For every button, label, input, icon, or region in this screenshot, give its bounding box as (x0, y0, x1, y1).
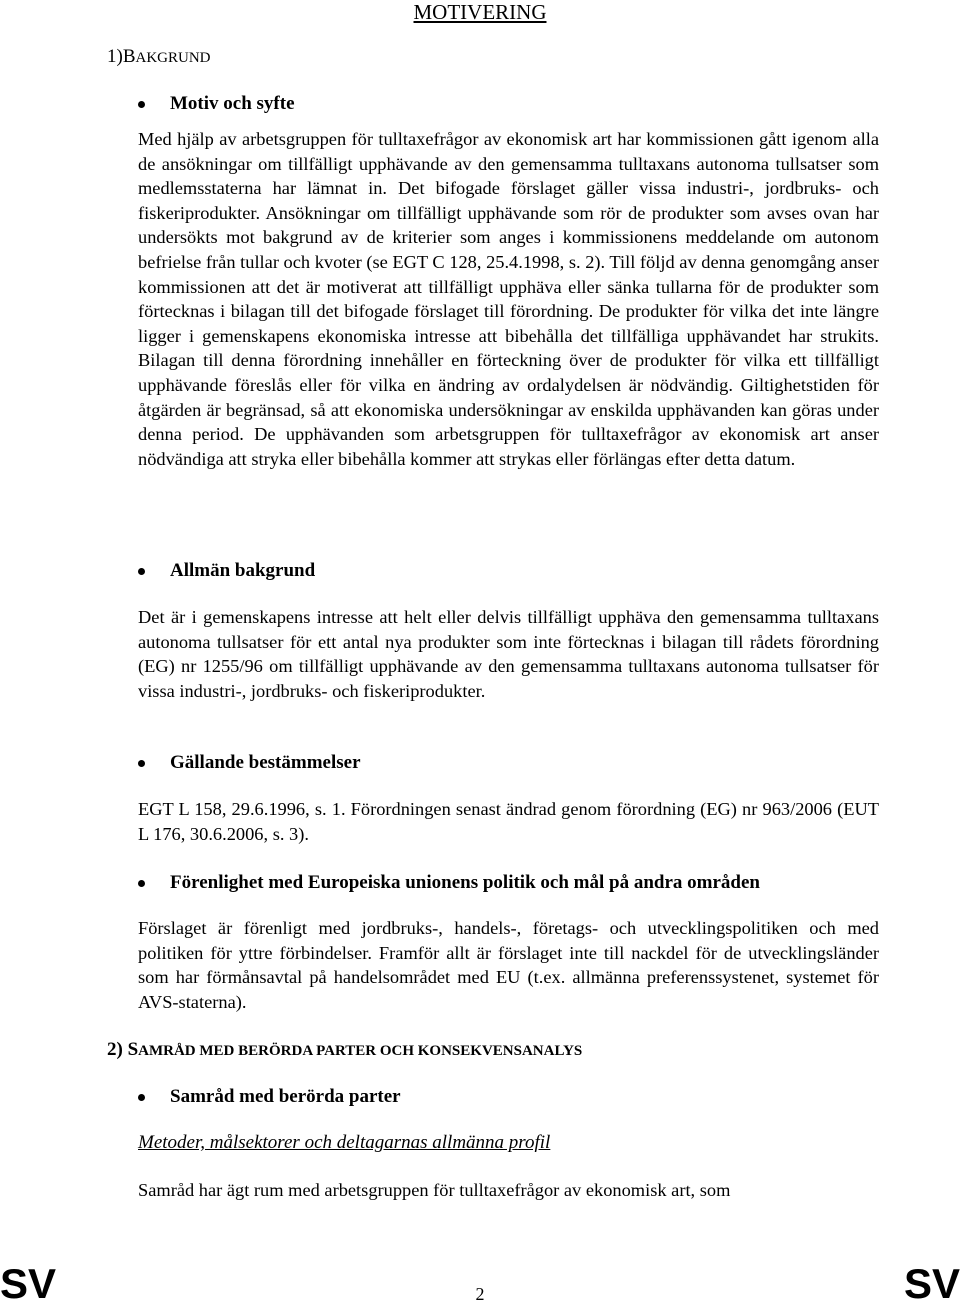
page-number: 2 (475, 1284, 485, 1304)
section-initial: S (127, 1039, 139, 1060)
section-heading-2 (107, 1039, 582, 1061)
bullet-icon (138, 1094, 145, 1101)
paragraph-forenlighet: Förslaget är förenligt med jordbruks-, handels-, företags- och utvecklingspolitiken och med politiken för yttre förbindelser. Framför allt är förslaget inte till nackdel för de utvecklingsländer som har förmånsavtal på handelsområdet med EU (t.ex. allmänna preferenssystenet, systemet för AVS-staterna). (138, 918, 879, 1012)
heading-gallande (138, 752, 361, 774)
paragraph-samrad: Samråd har ägt rum med arbetsgruppen för tulltaxefrågor av ekonomisk art, som (138, 1180, 731, 1200)
bullet-icon (138, 880, 145, 887)
heading-forenlighet (138, 872, 760, 894)
section-title-rest: AMRÅD MED BERÖRDA PARTER OCH KONSEKVENSANALYS (138, 1043, 583, 1059)
section-initial: B (122, 46, 136, 67)
bullet-icon (138, 101, 145, 108)
heading-samrad (138, 1086, 401, 1108)
heading-allman (138, 560, 315, 582)
page-title: MOTIVERING (413, 0, 547, 24)
section-number: 1) (107, 46, 123, 67)
heading-motiv (138, 93, 295, 115)
footer-language-right: SV (903, 1260, 960, 1307)
heading-text: Förenlighet med Europeiska unionens politik och mål på andra områden (170, 872, 760, 893)
heading-text: Motiv och syfte (170, 93, 295, 114)
heading-text: Samråd med berörda parter (170, 1086, 401, 1107)
heading-text: Gällande bestämmelser (170, 752, 361, 773)
section-title-rest: AKGRUND (135, 50, 211, 66)
paragraph-motiv: Med hjälp av arbetsgruppen för tulltaxefrågor av ekonomisk art har kommissionen gått igenom alla de ansökningar om tillfälligt upphävande av den gemensamma tulltaxans autonoma tullsatser som medlemsstaterna har lämnat in. Det bifogade förslaget gäller vissa industri-, jordbruks- och fiskeriprodukter. Ansökningar om tillfälligt upphävande som rör de produkter som avses ovan har undersökts mot bakgrund av de kriterier som anges i kommissionens meddelande om autonom befrielse från tullar och kvoter (se EGT C 128, 25.4.1998, s. 2). Till följd av denna genomgång anser kommissionen att det är motiverat att tillfälligt upphäva eller sänka tullarna för de produkter som förtecknas i bilagan till det bifogade förslaget till förordning. De produkter för vilka det inte längre ligger i gemenskapens ekonomiska intresse att bibehålla det tillfälliga upphävandet har strukits. Bilagan till denna förordning innehåller en förteckning över de produkter för vilka ett tillfälligt upphävande föreslås eller för vilka en ändring av ordalydelsen är nödvändig. Giltighetstiden för åtgärden är begränsad, så att ekonomiska undersökningar av enskilda upphävanden kan göras under denna period. De upphävanden som arbetsgruppen för tulltaxefrågor av ekonomisk art anser nödvändiga att stryka eller bibehålla kommer att strykas eller förlängas efter detta datum. (138, 129, 879, 469)
paragraph-gallande: EGT L 158, 29.6.1996, s. 1. Förordningen senast ändrad genom förordning (EG) nr 963/2006 (EUT L 176, 30.6.2006, s. 3). (138, 799, 879, 844)
section-heading-1 (107, 46, 211, 68)
section-number: 2) (107, 1039, 128, 1060)
footer-language-left: SV (0, 1260, 57, 1307)
bullet-icon (138, 760, 145, 767)
heading-text: Allmän bakgrund (170, 560, 316, 581)
paragraph-allman: Det är i gemenskapens intresse att helt eller delvis tillfälligt upphäva den gemensamma tulltaxans autonoma tullsatser för ett antal nya produkter som inte förtecknas i bilagan till rådets förordning (EG) nr 1255/96 om tillfälligt upphävande av den gemensamma tulltaxans autonoma tullsatser för vissa industri-, jordbruks- och fiskeriprodukter. (138, 607, 879, 701)
bullet-icon (138, 568, 145, 575)
subheading-metoder: Metoder, målsektorer och deltagarnas allmänna profil (138, 1132, 551, 1153)
